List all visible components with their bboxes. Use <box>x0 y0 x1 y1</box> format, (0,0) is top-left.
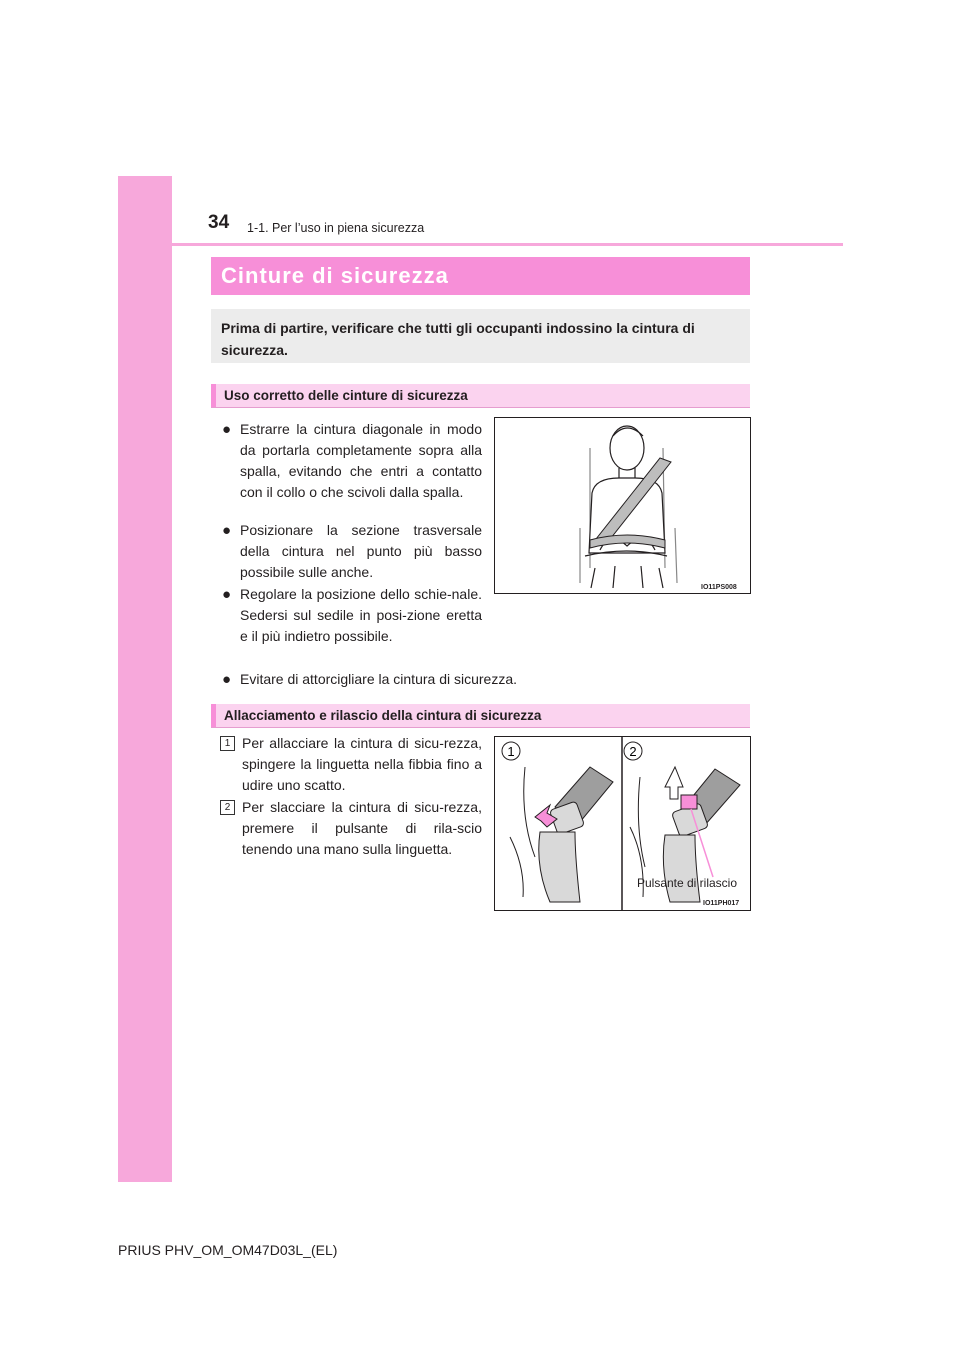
bullet-item <box>222 419 482 503</box>
title-bar <box>211 257 750 295</box>
intro-text: Prima di partire, verificare che tutti gli occupanti indossino la cintura di sicurezza. <box>221 320 695 358</box>
buckle-illustration <box>495 737 750 910</box>
bullet-text: Evitare di attorcigliare la cintura di sicurezza. <box>240 671 518 687</box>
bullet-text: Estrarre la cintura diagonale in modo da portarla completamente sopra alla spalla, evitando che entri a contatto con il collo o che scivoli dalla spalla. <box>240 421 482 500</box>
arrow-icon <box>665 767 683 799</box>
bullet-dot-icon: ● <box>222 671 232 688</box>
chapter-sidebar <box>118 176 172 1182</box>
figure-code: IO11PH017 <box>703 900 740 907</box>
bullet-text: Posizionare la sezione trasversale della cintura nel punto più basso possibile sulle anche. <box>240 522 482 580</box>
section-accent <box>211 704 216 727</box>
page-title: Cinture di sicurezza <box>221 263 449 288</box>
figure-code: IO11PS008 <box>701 584 737 591</box>
running-head: 1-1. Per l’uso in piena sicurezza <box>247 221 425 235</box>
bullet-item <box>222 520 482 583</box>
footer-code: PRIUS PHV_OM_OM47D03L_(EL) <box>118 1242 338 1258</box>
figure-buckle <box>494 736 751 911</box>
bullet-dot-icon: ● <box>222 586 232 603</box>
bullet-text: Regolare la posizione dello schie-nale. Sedersi sul sedile in posi-zione eretta e il più indietro possibile. <box>240 586 482 644</box>
section-heading-usage <box>211 384 750 408</box>
page-number: 34 <box>208 212 230 233</box>
section-accent <box>211 384 216 407</box>
figure-seated-occupant <box>494 417 751 594</box>
header-rule <box>118 243 843 246</box>
step-item <box>212 797 482 860</box>
callout-label: Pulsante di rilascio <box>636 876 738 890</box>
bullet-item <box>222 669 752 690</box>
step-text: Per allacciare la cintura di sicu-rezza, spingere la linguetta nella fibbia fino a udire uno scatto. <box>242 735 482 793</box>
bullet-dot-icon: ● <box>222 421 232 438</box>
section-heading-fastening <box>211 704 750 728</box>
bullet-dot-icon: ● <box>222 522 232 539</box>
section-heading-label: Uso corretto delle cinture di sicurezza <box>224 388 468 403</box>
step-text: Per slacciare la cintura di sicu-rezza, premere il pulsante di rila-scio tenendo una mano sulla linguetta. <box>242 799 482 857</box>
panel-number-2: 2 <box>629 744 637 759</box>
panel-number-1: 1 <box>507 744 515 759</box>
step-number-icon: 1 <box>220 736 235 751</box>
step-item <box>212 733 482 796</box>
bullet-item <box>222 584 482 647</box>
section-heading-label: Allacciamento e rilascio della cintura di sicurezza <box>224 708 542 723</box>
intro-box <box>211 309 750 363</box>
step-number-icon: 2 <box>220 800 235 815</box>
seatbelt-wearing-illustration <box>495 418 750 593</box>
